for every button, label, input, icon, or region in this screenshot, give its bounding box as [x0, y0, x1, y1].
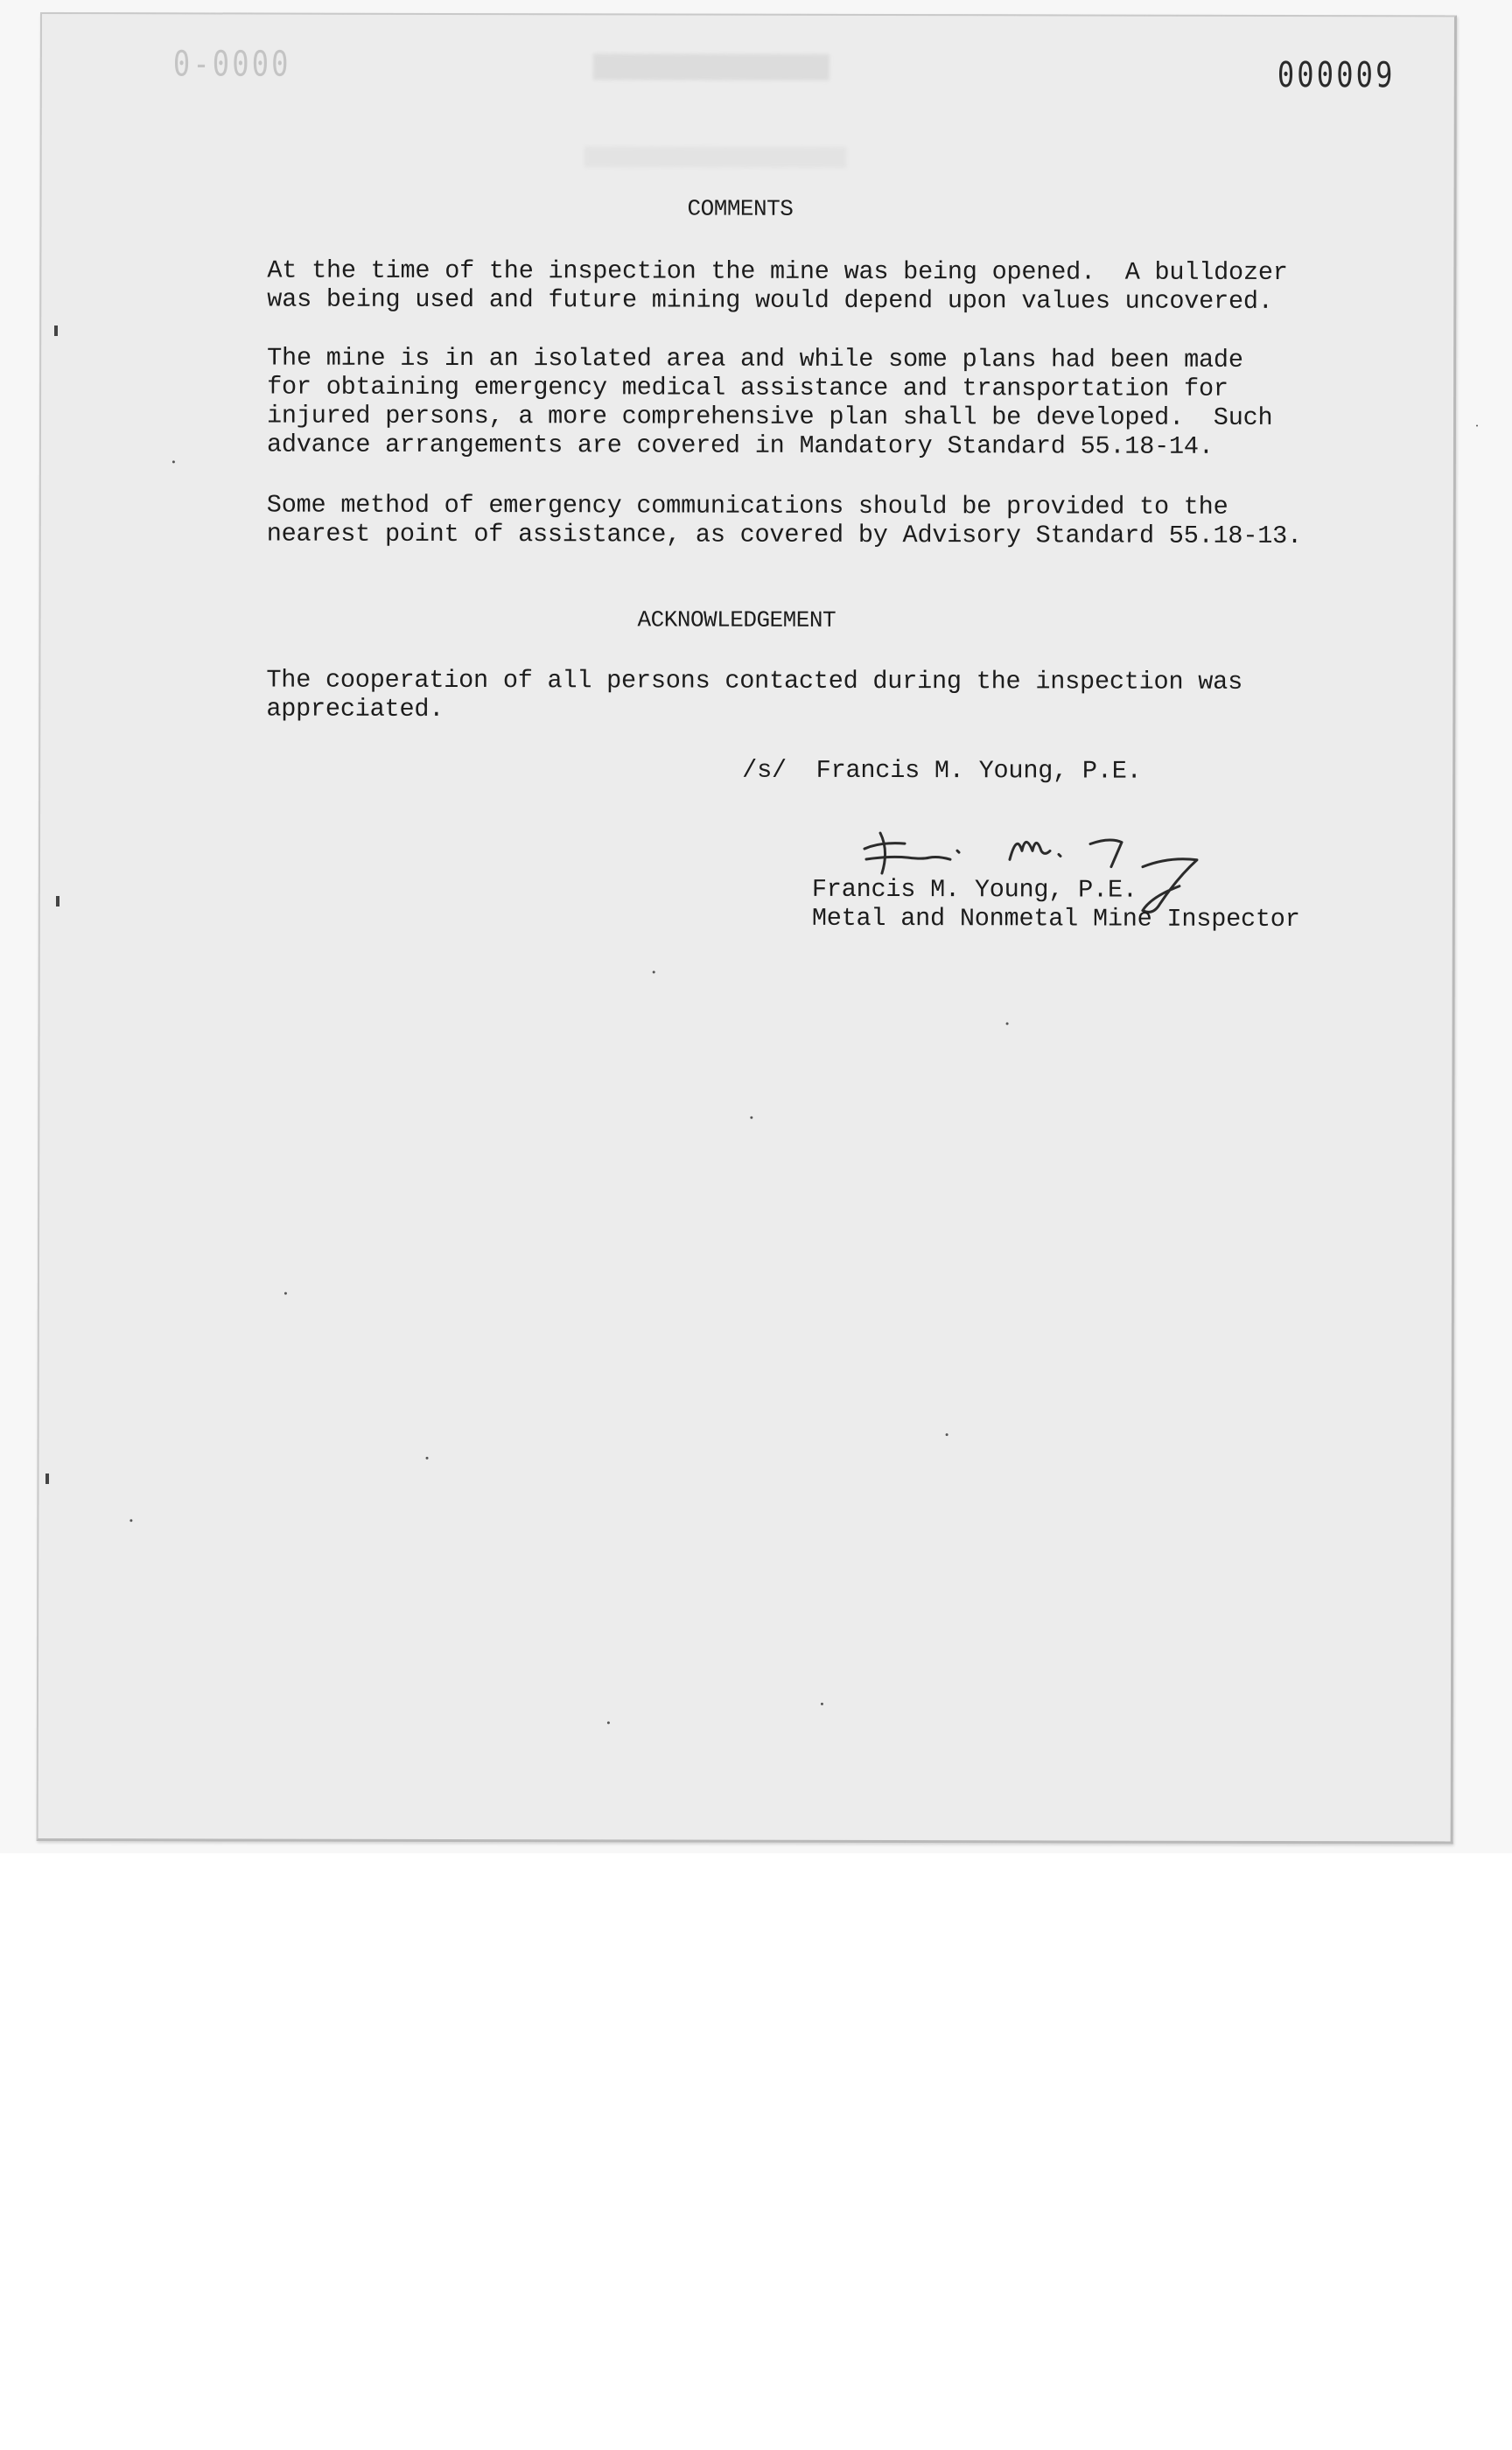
scan-speck	[284, 1292, 287, 1295]
scan-speck	[1476, 424, 1478, 426]
acknowledgement-paragraph: The cooperation of all persons contacted during the inspection was appreciated.	[266, 665, 1243, 724]
scan-speck	[426, 1457, 429, 1460]
bleed-through-mark	[593, 53, 830, 80]
scan-speck	[172, 460, 175, 463]
comments-heading: COMMENTS	[687, 195, 794, 222]
acknowledgement-heading: ACKNOWLEDGEMENT	[637, 606, 836, 634]
comments-paragraph-2: The mine is in an isolated area and while some plans had been made for obtaining emergency medical assistance and transportation for injured persons, a more comprehensive plan shall be developed. Such advance arrangements are covered in Mandatory Standard 55.18-14.	[266, 343, 1273, 461]
scan-edge-mark	[54, 326, 58, 336]
conformed-signature-line: /s/ Francis M. Young, P.E.	[742, 755, 1142, 786]
scan-speck	[130, 1519, 132, 1522]
document-page	[37, 12, 1457, 1844]
scan-speck	[750, 1116, 752, 1119]
bleed-through-mark	[584, 146, 847, 168]
scan-edge-mark	[46, 1474, 49, 1484]
page-number: 000009	[1277, 54, 1396, 96]
scan-speck	[1006, 1022, 1009, 1025]
scan-edge-mark	[56, 896, 60, 906]
scan-speck	[946, 1433, 948, 1436]
signer-name: Francis M. Young, P.E.	[811, 874, 1138, 905]
scan-speck	[653, 970, 655, 973]
comments-paragraph-3: Some method of emergency communications should be provided to the nearest point of assistance, as covered by Advisory Standard 55.18-13.	[266, 490, 1302, 551]
comments-paragraph-1: At the time of the inspection the mine was being opened. A bulldozer was being used and future mining would depend upon values uncovered.	[267, 256, 1288, 316]
faint-page-number: 0-0000	[172, 44, 291, 85]
signer-title: Metal and Nonmetal Mine Inspector	[811, 903, 1300, 934]
scan-speck	[821, 1703, 823, 1705]
scan-speck	[607, 1721, 610, 1724]
